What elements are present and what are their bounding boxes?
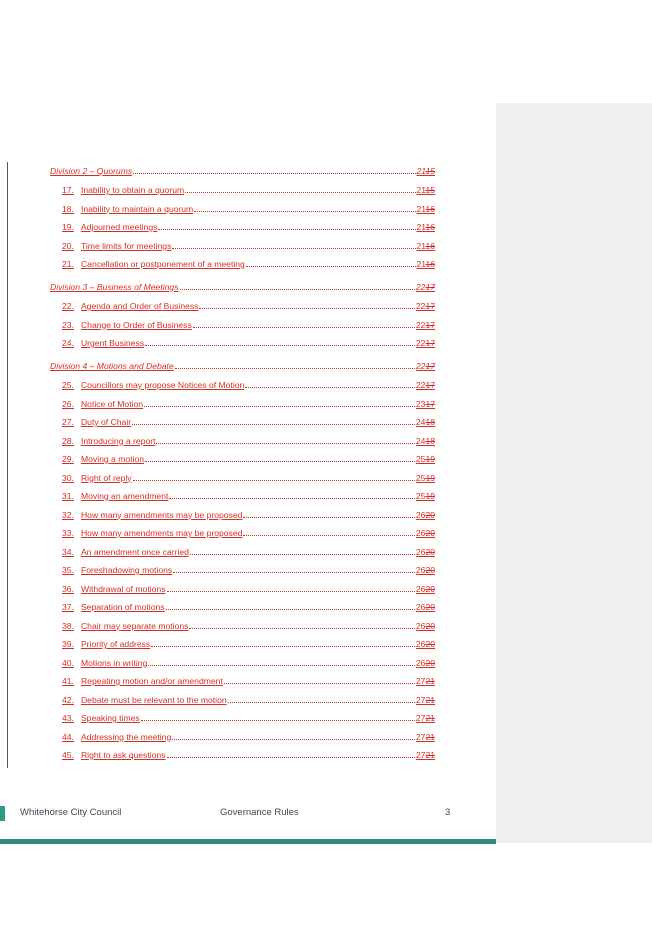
page-reference [416,399,435,409]
toc-entry[interactable] [62,580,435,594]
toc-entry[interactable] [62,487,435,501]
dot-leader [180,288,415,290]
page-new: 27 [415,713,426,723]
entry-text: Chair may separate motions [80,620,189,631]
dot-leader [144,405,415,407]
page-new: 26 [415,546,426,557]
toc-entry[interactable] [62,450,435,464]
dot-leader [243,516,414,518]
page-reference [416,584,435,594]
entry-text: Inability to maintain a quorum [80,203,194,214]
page-old-deleted: 17 [425,301,435,311]
entry-label [62,473,132,483]
page-reference [417,241,435,251]
page-new: 21 [416,240,426,251]
entry-label [62,658,147,668]
page-new: 24 [415,435,426,446]
toc-entry[interactable] [62,255,435,269]
entry-number: 19. [62,222,74,232]
division-title: Division 3 – Business of Meetings [50,282,179,292]
page-old-deleted: 16 [425,222,435,232]
entry-number: 18. [62,203,74,214]
entry-label [62,491,168,501]
page-old-deleted: 20 [425,657,435,668]
page-reference [416,491,435,501]
dot-leader [243,534,414,536]
entry-text: Repeating motion and/or amendment [80,676,223,686]
page-old-deleted: 17 [425,380,435,390]
page-reference [416,361,435,371]
entry-number: 44. [62,731,74,742]
toc-entry[interactable] [62,376,435,390]
footer-organisation: Whitehorse City Council [20,807,122,818]
dot-leader [175,367,415,369]
dot-leader [133,479,415,481]
page-new: 27 [415,676,426,686]
page-old-deleted: 15 [425,166,435,176]
toc-entry[interactable] [62,297,435,311]
entry-text: Duty of Chair [80,417,132,427]
entry-label [62,320,192,330]
page-new: 22 [415,361,426,371]
page-old-deleted: 16 [425,240,435,251]
page-reference [416,639,435,649]
dot-leader [173,571,415,573]
entry-number: 42. [62,694,74,705]
dot-leader [193,326,415,328]
page-new: 25 [415,472,426,483]
toc-division-heading[interactable] [50,278,435,292]
entry-number: 21. [62,259,74,269]
page-new: 22 [415,380,426,390]
entry-label [62,399,143,409]
page-new: 21 [416,166,426,176]
entry-label [62,510,242,520]
toc-entry[interactable] [62,506,435,520]
entry-label [62,222,157,232]
page-reference [416,621,435,631]
footer-document-title: Governance Rules [220,807,299,818]
toc-entry[interactable] [62,413,435,427]
entry-text: Cancellation or postponement of a meeting [80,259,245,269]
toc-entry[interactable] [62,672,435,686]
page-reference [417,222,435,232]
page-new: 22 [415,282,426,292]
entry-text: Introducing a report [80,435,156,446]
page-reference [416,528,435,538]
page-reference [416,320,435,330]
dot-leader [151,645,415,647]
entry-number: 39. [62,639,74,649]
toc-entry[interactable] [62,181,435,195]
entry-number: 25. [62,380,74,390]
entry-label [62,584,166,594]
dot-leader [169,497,415,499]
dot-leader [190,553,415,555]
entry-text: An amendment once carried [80,546,189,557]
page-new: 26 [415,620,426,631]
page-reference [416,713,435,723]
page-new: 25 [415,454,426,464]
entry-number: 40. [62,657,74,668]
entry-number: 33. [62,528,74,538]
page-new: 23 [415,398,426,409]
page-old-deleted: 17 [425,319,435,330]
entry-number: 23. [62,319,74,330]
page-reference [417,185,435,195]
page-new: 26 [415,657,426,668]
page-new: 21 [416,222,426,232]
entry-number: 43. [62,713,74,723]
toc-entry[interactable] [62,316,435,330]
page-reference [416,602,435,612]
page-old-deleted: 15 [425,185,435,195]
page-reference [416,380,435,390]
page-reference [416,454,435,464]
page-new: 27 [415,694,426,705]
page-old-deleted: 18 [425,417,435,427]
page-new: 22 [415,319,426,330]
page-reference [417,259,435,269]
entry-number: 37. [62,602,74,612]
entry-text: Motions in writing [80,657,148,668]
dot-leader [185,191,415,193]
entry-text: Notice of Motion [80,398,144,409]
page-old-deleted: 21 [425,694,435,705]
entry-label [62,639,150,649]
page-reference [416,473,435,483]
page-reference [416,436,435,446]
page-new: 21 [416,203,426,214]
page-new: 21 [416,259,426,269]
footer-page-number: 3 [445,807,451,818]
page-new: 22 [415,301,426,311]
page-new: 26 [415,509,426,520]
entry-number: 28. [62,435,74,446]
entry-text: Speaking times [80,713,140,723]
page-reference [416,417,435,427]
entry-text: How many amendments may be proposed [80,528,243,538]
page-old-deleted: 21 [425,676,435,686]
entry-text: Foreshadowing motions [80,565,173,575]
entry-number: 34. [62,546,74,557]
entry-text: Moving an amendment [80,491,169,501]
entry-text: Urgent Business [80,338,145,348]
page-reference [416,750,435,760]
toc-entry[interactable] [62,617,435,631]
toc-entry[interactable] [62,200,435,214]
entry-text: Right to ask questions [80,750,166,760]
entry-label [62,732,171,742]
page-reference [416,658,435,668]
page-old-deleted: 19 [425,454,435,464]
toc-entry[interactable] [62,395,435,409]
page-new: 26 [415,583,426,594]
entry-text: Adjourned meetings [80,222,158,232]
page-new: 26 [415,528,426,538]
entry-label [62,547,189,557]
toc-entry[interactable] [62,432,435,446]
page-reference [416,338,435,348]
page-old-deleted: 20 [425,639,435,649]
dot-leader [158,228,415,230]
toc-entry[interactable] [62,635,435,649]
entry-label [62,676,223,686]
page-old-deleted: 17 [425,398,435,409]
entry-number: 38. [62,620,74,631]
toc-entry[interactable] [62,728,435,742]
dot-leader [246,265,416,267]
entry-number: 30. [62,472,74,483]
toc-entry[interactable] [62,469,435,483]
entry-label [62,301,198,311]
toc-entry[interactable] [62,654,435,668]
division-title: Division 2 – Quorums [50,166,133,176]
toc-division-heading[interactable] [50,162,435,176]
page-reference [416,547,435,557]
page-old-deleted: 20 [425,620,435,631]
dot-leader [148,664,415,666]
division-title: Division 4 – Motions and Debate [50,361,174,371]
entry-text: Separation of motions [80,602,165,612]
dot-leader [224,682,415,684]
entry-label [62,380,244,390]
toc-entry[interactable] [62,746,435,760]
footer-accent-mark [0,806,5,821]
entry-text: Withdrawal of motions [80,583,166,594]
entry-text: Debate must be relevant to the motion [80,694,227,705]
dot-leader [133,172,415,174]
entry-number: 20. [62,240,74,251]
page-new: 27 [415,731,426,742]
entry-label [62,695,227,705]
toc-entry[interactable] [62,237,435,251]
page-new: 26 [415,602,426,612]
page-reference [416,301,435,311]
toc-entry[interactable] [62,334,435,348]
dot-leader [189,627,414,629]
page-new: 22 [415,338,426,348]
page-old-deleted: 21 [425,750,435,760]
page-new: 26 [415,639,426,649]
entry-number: 32. [62,509,74,520]
page-old-deleted: 21 [425,713,435,723]
entry-label [62,241,171,251]
page-new: 26 [415,565,426,575]
entry-text: Priority of address [80,639,151,649]
page-reference [416,565,435,575]
toc-entry[interactable] [62,598,435,612]
entry-label [62,454,144,464]
entry-label [62,621,188,631]
page-new: 21 [416,185,426,195]
footer-rule [0,839,496,844]
entry-text: How many amendments may be proposed [80,509,243,520]
page-old-deleted: 16 [425,259,435,269]
entry-text: Councillors may propose Notices of Motion [80,380,245,390]
dot-leader [199,307,414,309]
dot-leader [166,608,415,610]
page-old-deleted: 19 [425,472,435,483]
entry-number: 41. [62,676,74,686]
page-old-deleted: 17 [425,282,435,292]
entry-label [62,436,155,446]
entry-number: 22. [62,301,74,311]
page-new: 27 [415,750,426,760]
dot-leader [245,386,415,388]
page-old-deleted: 20 [425,509,435,520]
page-old-deleted: 16 [425,203,435,214]
dot-leader [145,460,415,462]
dot-leader [156,442,414,444]
page-old-deleted: 17 [425,361,435,371]
page-old-deleted: 19 [425,491,435,501]
toc-entry[interactable] [62,709,435,723]
entry-label [62,713,140,723]
page-reference [416,510,435,520]
dot-leader [172,738,415,740]
entry-number: 29. [62,454,74,464]
entry-number: 36. [62,583,74,594]
page-old-deleted: 20 [425,565,435,575]
entry-text: Agenda and Order of Business [80,301,199,311]
entry-number: 27. [62,417,74,427]
toc-entry[interactable] [62,691,435,705]
page-reference [416,732,435,742]
page-old-deleted: 21 [425,731,435,742]
entry-label [62,204,193,214]
entry-text: Inability to obtain a quorum [80,185,185,195]
dot-leader [167,756,415,758]
page-reference [417,166,435,176]
dot-leader [145,344,415,346]
page-reference [416,695,435,705]
entry-label [62,259,245,269]
dot-leader [132,423,415,425]
page-reference [417,204,435,214]
entry-label [62,528,242,538]
entry-number: 17. [62,185,74,195]
entry-label [62,338,144,348]
page-reference [416,282,435,292]
entry-number: 24. [62,338,74,348]
page-old-deleted: 20 [425,583,435,594]
dot-leader [228,701,415,703]
page-old-deleted: 20 [425,546,435,557]
toc-entry[interactable] [62,561,435,575]
toc-entry[interactable] [62,543,435,557]
dot-leader [141,719,415,721]
page-reference [416,676,435,686]
page-old-deleted: 17 [425,338,435,348]
entry-number: 35. [62,565,74,575]
entry-number: 45. [62,750,74,760]
comment-pane [496,103,652,843]
entry-label [62,602,165,612]
entry-number: 31. [62,491,74,501]
entry-text: Right of reply [80,472,132,483]
page-old-deleted: 18 [425,435,435,446]
page-new: 24 [415,417,426,427]
entry-text: Moving a motion [80,454,145,464]
dot-leader [194,210,415,212]
page-old-deleted: 20 [425,528,435,538]
entry-label [62,185,184,195]
entry-label [62,750,166,760]
entry-text: Addressing the meeting [80,731,172,742]
entry-label [62,565,172,575]
page-old-deleted: 20 [425,602,435,612]
toc-entry[interactable] [62,218,435,232]
entry-text: Change to Order of Business [80,319,192,330]
entry-text: Time limits for meetings [80,240,172,251]
dot-leader [172,247,415,249]
toc-division-heading[interactable] [50,357,435,371]
page-new: 25 [415,491,426,501]
change-bar [7,162,8,768]
entry-label [62,417,131,427]
toc-entry[interactable] [62,524,435,538]
entry-number: 26. [62,398,74,409]
dot-leader [167,590,415,592]
